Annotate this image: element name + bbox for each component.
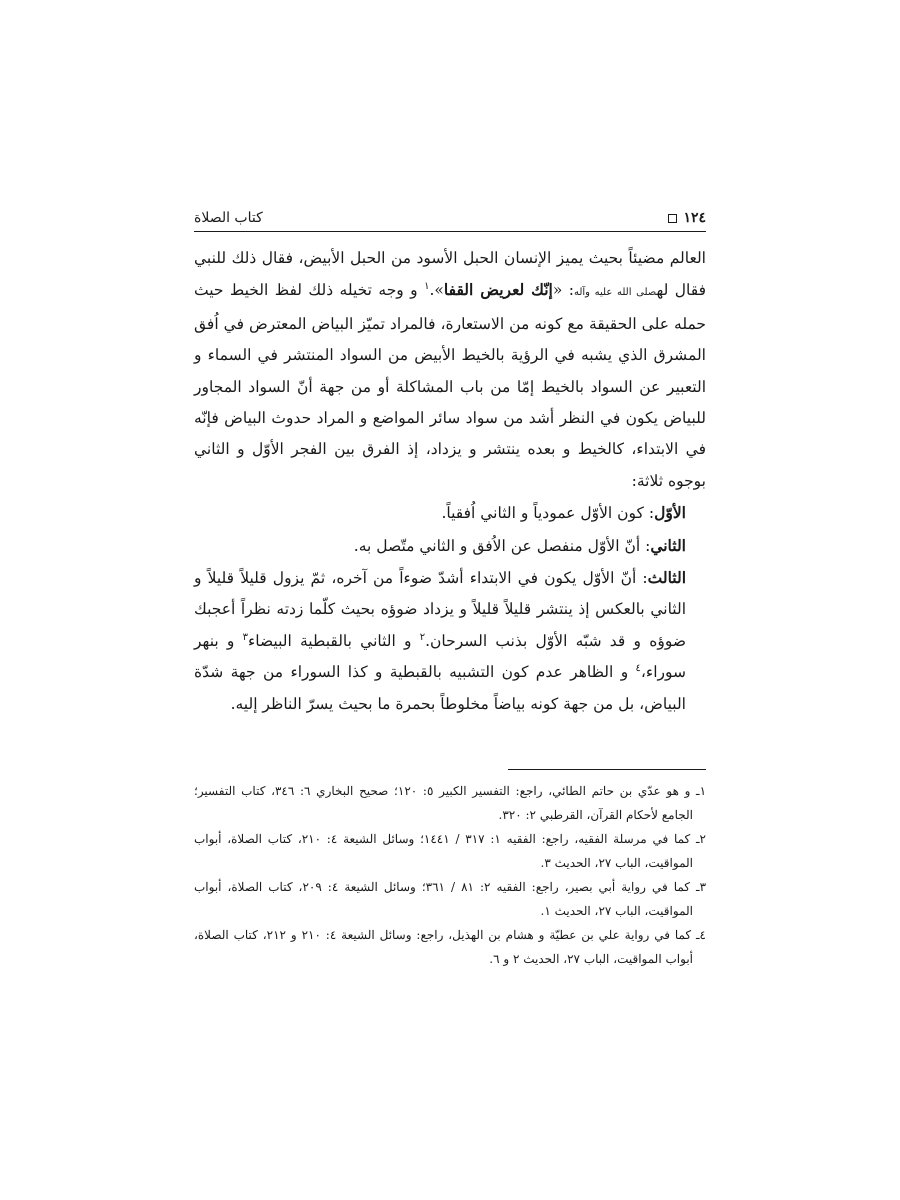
footnotes xyxy=(194,779,706,971)
footnote-marker[interactable]: ٢ xyxy=(419,631,426,643)
footnote-marker[interactable]: ١ xyxy=(424,281,430,293)
header-divider xyxy=(194,231,706,232)
text-run: و الثاني بالقبطية البيضاء xyxy=(247,631,420,650)
text-run: و بنهر سوراء، xyxy=(194,631,686,682)
footnote-item: ٢ـ كما في مرسلة الفقيه، راجع: الفقيه ١: ٣١٧ / ١٤٤١؛ وسائل الشيعة ٤: ٢١٠، كتاب الصلاة، أبواب المواقيت، الباب ٢٧، الحديث ٣. xyxy=(194,832,706,870)
paragraph-third-point xyxy=(194,562,706,720)
footnote-item: ١ـ و هو عدّي بن حاتم الطائي، راجع: التفسير الكبير ٥: ١٢٠؛ صحيح البخاري ٦: ٣٤٦، كتاب التفسير؛ الجامع لأحكام القرآن، القرطبي ٢: ٣٢٠. xyxy=(194,784,707,822)
honorific-glyph: صلى الله عليه وآله xyxy=(573,287,657,299)
text-run: العالم مضيئاً بحيث يميز الإنسان الحبل الأسود من الحبل الأبيض، فقال ذلك للنبي فقال له xyxy=(194,249,706,300)
page-number: ١٢٤ xyxy=(683,210,706,226)
book-title: كتاب الصلاة xyxy=(194,210,263,226)
footnote-item: ٤ـ كما في رواية علي بن عطيّة و هشام بن الهذيل، راجع: وسائل الشيعة ٤: ٢١٠ و ٢١٢، كتاب الصلاة، أبواب المواقيت، الباب ٢٧، الحديث ٢ و ٦. xyxy=(194,928,706,966)
running-header xyxy=(194,198,706,226)
paragraph-first-point xyxy=(194,497,706,529)
text-run: و الظاهر عدم كون التشبيه بالقبطية و كذا السوراء من جهة شدّة البياض، بل من جهة كونه بياضاً مخلوطاً بحمرة ما بحيث يسرّ الناظر إليه. xyxy=(194,663,686,713)
text-run: ». xyxy=(429,281,444,300)
footnote-marker[interactable]: ٤ xyxy=(635,663,641,675)
text-run: و وجه تخيله ذلك لفظ الخيط حيث حمله على الحقيقة مع كونه من الاستعارة، فالمراد تميّز البياض المعترض في اُفق المشرق الذي يشبه في الرؤية بالخيط الأبيض من السواد المنتشر في السماء و التعبير عن السواد بالخيط إمّا من باب المشاكلة أو من جهة أنّ السواد المجاور للبياض يكون في النظر أشد من سواد سائر المواضع و المراد حدوث البياض فإنّه في الابتداء، كالخيط و بعده ينتشر و يزداد، إذ الفرق بين الفجر الأوّل و الثاني بوجوه ثلاثة: xyxy=(194,281,706,490)
text-run: : « xyxy=(552,281,574,300)
quote-text: إنّك لعريض القفا xyxy=(443,280,553,300)
text-run: : أنّ الأوّل منفصل عن الاُفق و الثاني متّصل به. xyxy=(353,536,651,555)
footnote-item: ٣ـ كما في رواية أبي بصير، راجع: الفقيه ٢: ٨١ / ٣٦١؛ وسائل الشيعة ٤: ٢٠٩، كتاب الصلاة، أبواب المواقيت، الباب ٢٧، الحديث ١. xyxy=(194,880,707,918)
paragraph-second-point xyxy=(194,530,706,562)
point-label: الأوّل xyxy=(654,503,686,523)
text-run: : أنّ الأوّل يكون في الابتداء أشدّ ضوءاً من آخره، ثمّ يزول قليلاً قليلاً و الثاني بالعكس إذ ينتشر قليلاً قليلاً و يزداد ضوؤه بحيث كلّما زدته نظراً أعجبك ضوؤه و قد شبّه الأوّل بذنب السرحان. xyxy=(194,569,686,650)
body-text xyxy=(194,243,706,720)
page-number-group xyxy=(668,210,706,226)
point-label: الثاني xyxy=(650,535,686,555)
footnote-divider xyxy=(508,769,706,770)
square-icon xyxy=(668,214,677,223)
point-label: الثالث xyxy=(647,568,686,588)
paragraph-intro xyxy=(194,243,706,497)
footnote-marker[interactable]: ٣ xyxy=(242,631,248,643)
text-run: : كون الأوّل عمودياً و الثاني اُفقياً. xyxy=(441,504,655,523)
